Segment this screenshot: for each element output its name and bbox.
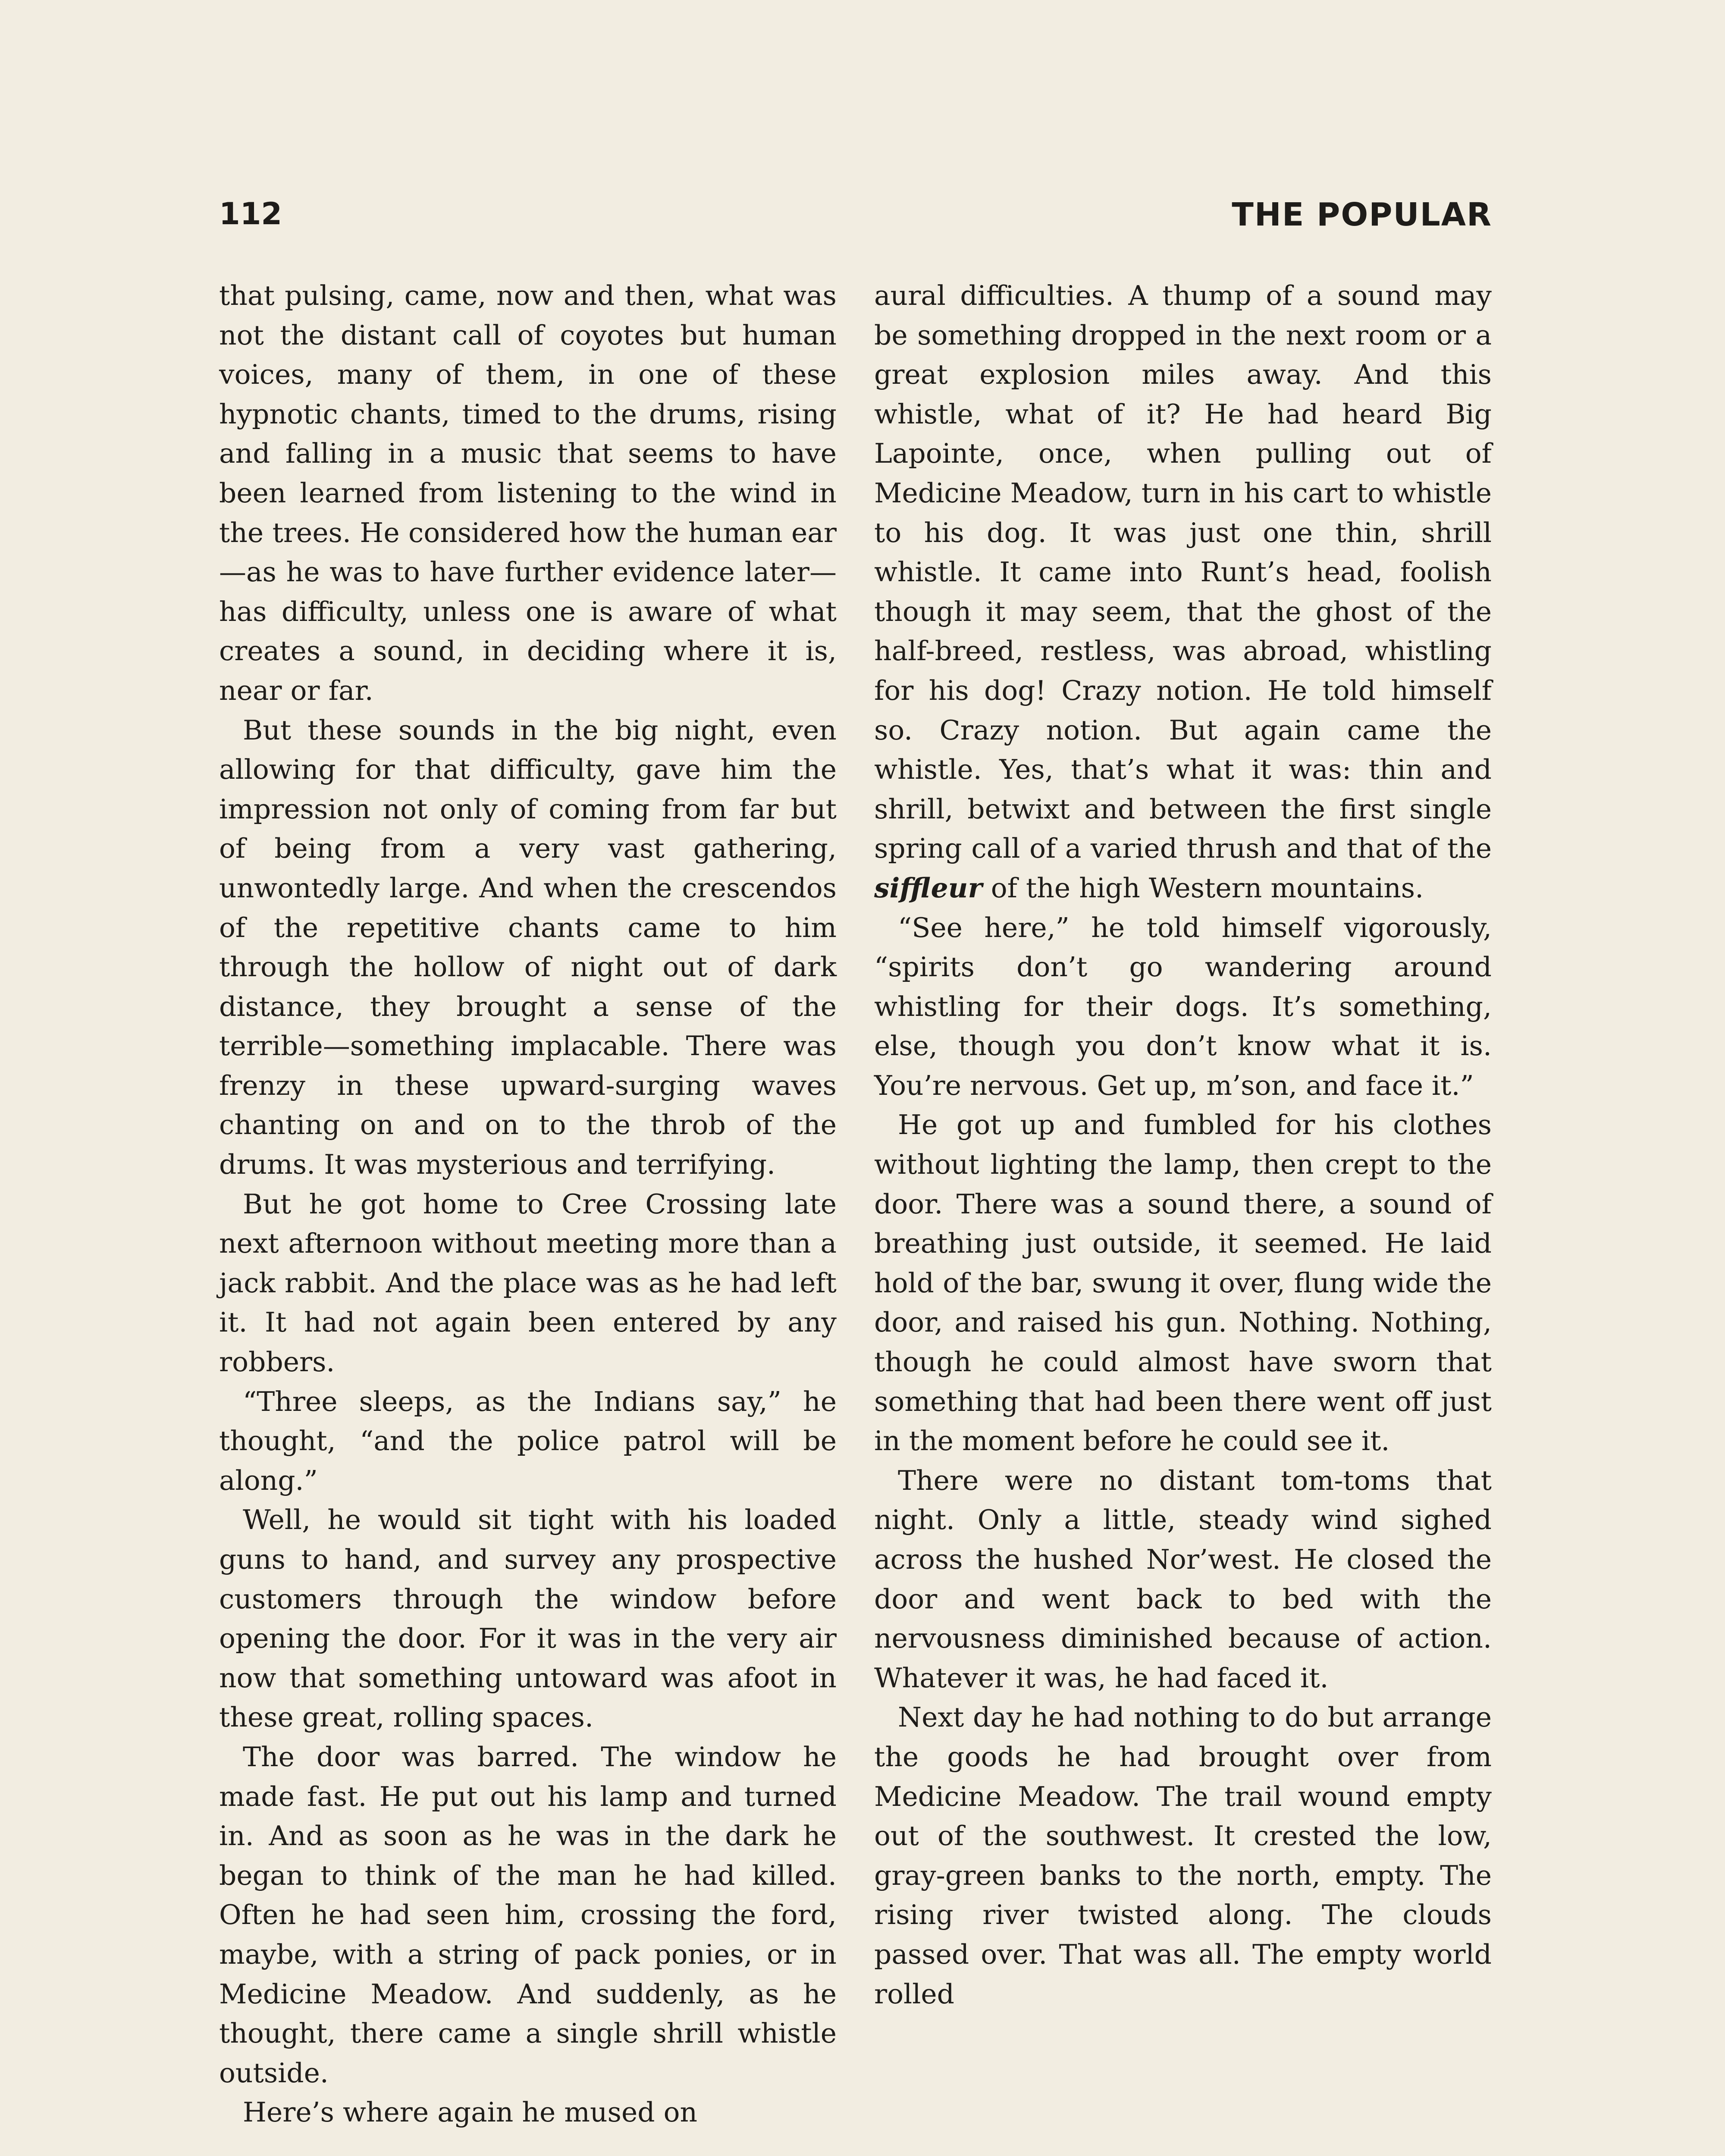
left-column <box>219 276 837 2156</box>
paragraph: Well, he would sit tight with his loaded guns to hand, and survey any prospective customers through the window before opening the door. For it was in the very air now that something untoward was afoot in these great, rolling spaces. <box>219 1504 837 1733</box>
paragraph-text: aural difficulties. A thump of a sound may be something dropped in the next room or a great explosion miles away. And this whistle, what of it? He had heard Big Lapointe, once, when pulling out of Medicine Meadow, turn in his cart to whistle to his dog. It was just one thin, shrill whistle. It came into Runt’s head, foolish though it may seem, that the ghost of the half-breed, restless, was abroad, whistling for his dog! Crazy notion. He told himself so. Crazy notion. But again came the whistle. Yes, that’s what it was: thin and shrill, betwixt and between the first single spring call of a varied thrush and that of the <box>874 280 1492 865</box>
paragraph: Next day he had nothing to do but arrange the goods he had brought over from Medicine Meadow. The trail wound empty out of the southwest. It crested the low, gray-green banks to the north, empty. The rising river twisted along. The clouds passed over. That was all. The empty world rolled <box>874 1702 1492 2010</box>
paragraph: There were no distant tom-toms that night. Only a little, steady wind sighed across the hushed Nor’west. He closed the door and went back to bed with the nervousness diminished because of action. Whatever it was, he had faced it. <box>874 1464 1492 1694</box>
paragraph: The door was barred. The window he made fast. He put out his lamp and turned in. And as soon as he was in the dark he began to think of the man he had killed. Often he had seen him, crossing the ford, maybe, with a string of pack ponies, or in Medicine Meadow. And suddenly, as he thought, there came a single shrill whistle outside. <box>219 1741 837 2089</box>
italic-word: siffleur <box>874 871 982 904</box>
paragraph: that pulsing, came, now and then, what was not the distant call of coyotes but human voices, many of them, in one of these hypnotic chants, timed to the drums, rising and falling in a music that seems to have been learned from listening to the wind in the trees. He considered how the human ear—as he was to have further evidence later—has difficulty, unless one is aware of what creates a sound, in deciding where it is, near or far. <box>219 280 837 706</box>
page-number: 112 <box>219 196 282 232</box>
paragraph-text: of the high Western mountains. <box>991 872 1424 904</box>
right-column <box>874 276 1492 2156</box>
paragraph: “Three sleeps, as the Indians say,” he thought, “and the police patrol will be along.” <box>219 1385 837 1496</box>
paragraph: But he got home to Cree Crossing late next afternoon without meeting more than a jack rabbit. And the place was as he had left it. It had not again been entered by any robbers. <box>219 1188 837 1378</box>
paragraph: “See here,” he told himself vigorously, “spirits don’t go wandering around whistling for their dogs. It’s something, else, though you don’t know what it is. You’re nervous. Get up, m’son, and face it.” <box>874 912 1492 1101</box>
paragraph: But these sounds in the big night, even allowing for that difficulty, gave him the impression not only of coming from far but of being from a very vast gathering, unwontedly large. And when the crescendos of the repetitive chants came to him through the hollow of night out of dark distance, they brought a sense of the terrible—something implacable. There was frenzy in these upward-surging waves chanting on and on to the throb of the drums. It was mysterious and terrifying. <box>219 714 837 1181</box>
page-header <box>219 196 1492 252</box>
running-title: THE POPULAR <box>1232 196 1492 233</box>
paragraph <box>874 276 1492 908</box>
paragraph: Here’s where again he mused on <box>243 2096 698 2128</box>
paragraph: He got up and fumbled for his clothes without lighting the lamp, then crept to the door. There was a sound there, a sound of breathing just outside, it seemed. He laid hold of the bar, swung it over, flung wide the door, and raised his gun. Nothing. Nothing, though he could almost have sworn that something that had been there went off just in the moment before he could see it. <box>874 1109 1492 1457</box>
